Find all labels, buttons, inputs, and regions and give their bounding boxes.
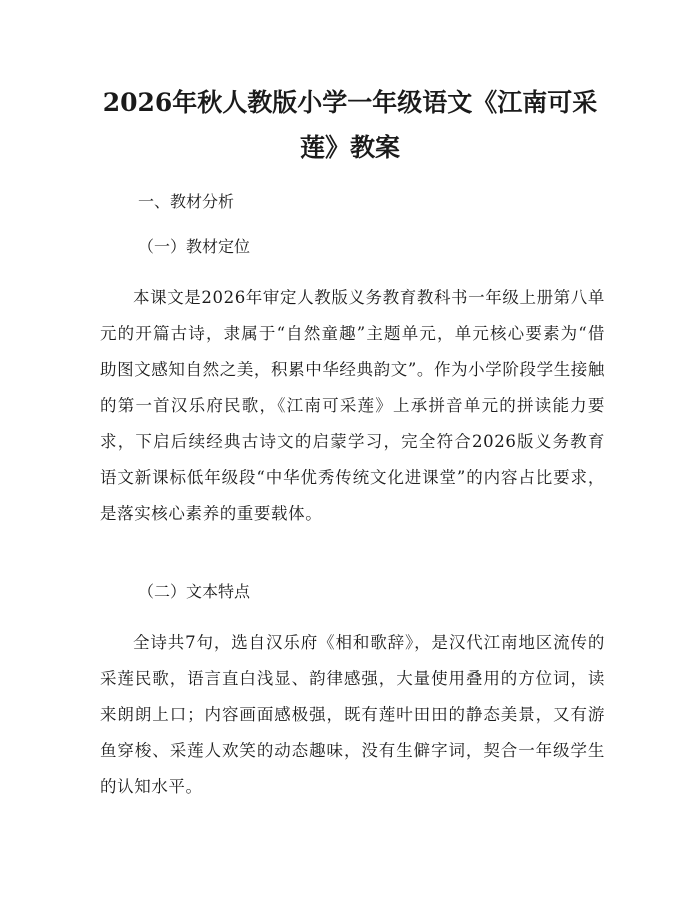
subsection-heading-text-features: （二）文本特点: [138, 582, 251, 601]
subsection-heading-textbook-positioning: （一）教材定位: [138, 237, 251, 256]
section-heading-textbook-analysis: 一、教材分析: [138, 192, 235, 211]
document-title-line-2: 莲》教案: [299, 133, 400, 162]
document-title-line-1: 2026年秋人教版小学一年级语文《江南可采: [102, 88, 598, 117]
paragraph-textbook-positioning: 本课文是2026年审定人教版义务教育教科书一年级上册第八单元的开篇古诗，隶属于“自然童趣”主题单元，单元核心要素为“借助图文感知自然之美，积累中华经典韵文”。作为小学阶段学生接触的第一首汉乐府民歌，《江南可采莲》上承拼音单元的拼读能力要求，下启后续经典古诗文的启蒙学习，完全符合2026版义务教育语文新课标低年级段“中华优秀传统文化进课堂”的内容占比要求，是落实核心素养的重要载体。: [100, 288, 605, 523]
paragraph-text-features: 全诗共7句，选自汉乐府《相和歌辞》，是汉代江南地区流传的采莲民歌，语言直白浅显、韵律感强，大量使用叠用的方位词，读来朗朗上口；内容画面感极强，既有莲叶田田的静态美景，又有游鱼穿梭、采莲人欢笑的动态趣味，没有生僻字词，契合一年级学生的认知水平。: [100, 633, 605, 796]
